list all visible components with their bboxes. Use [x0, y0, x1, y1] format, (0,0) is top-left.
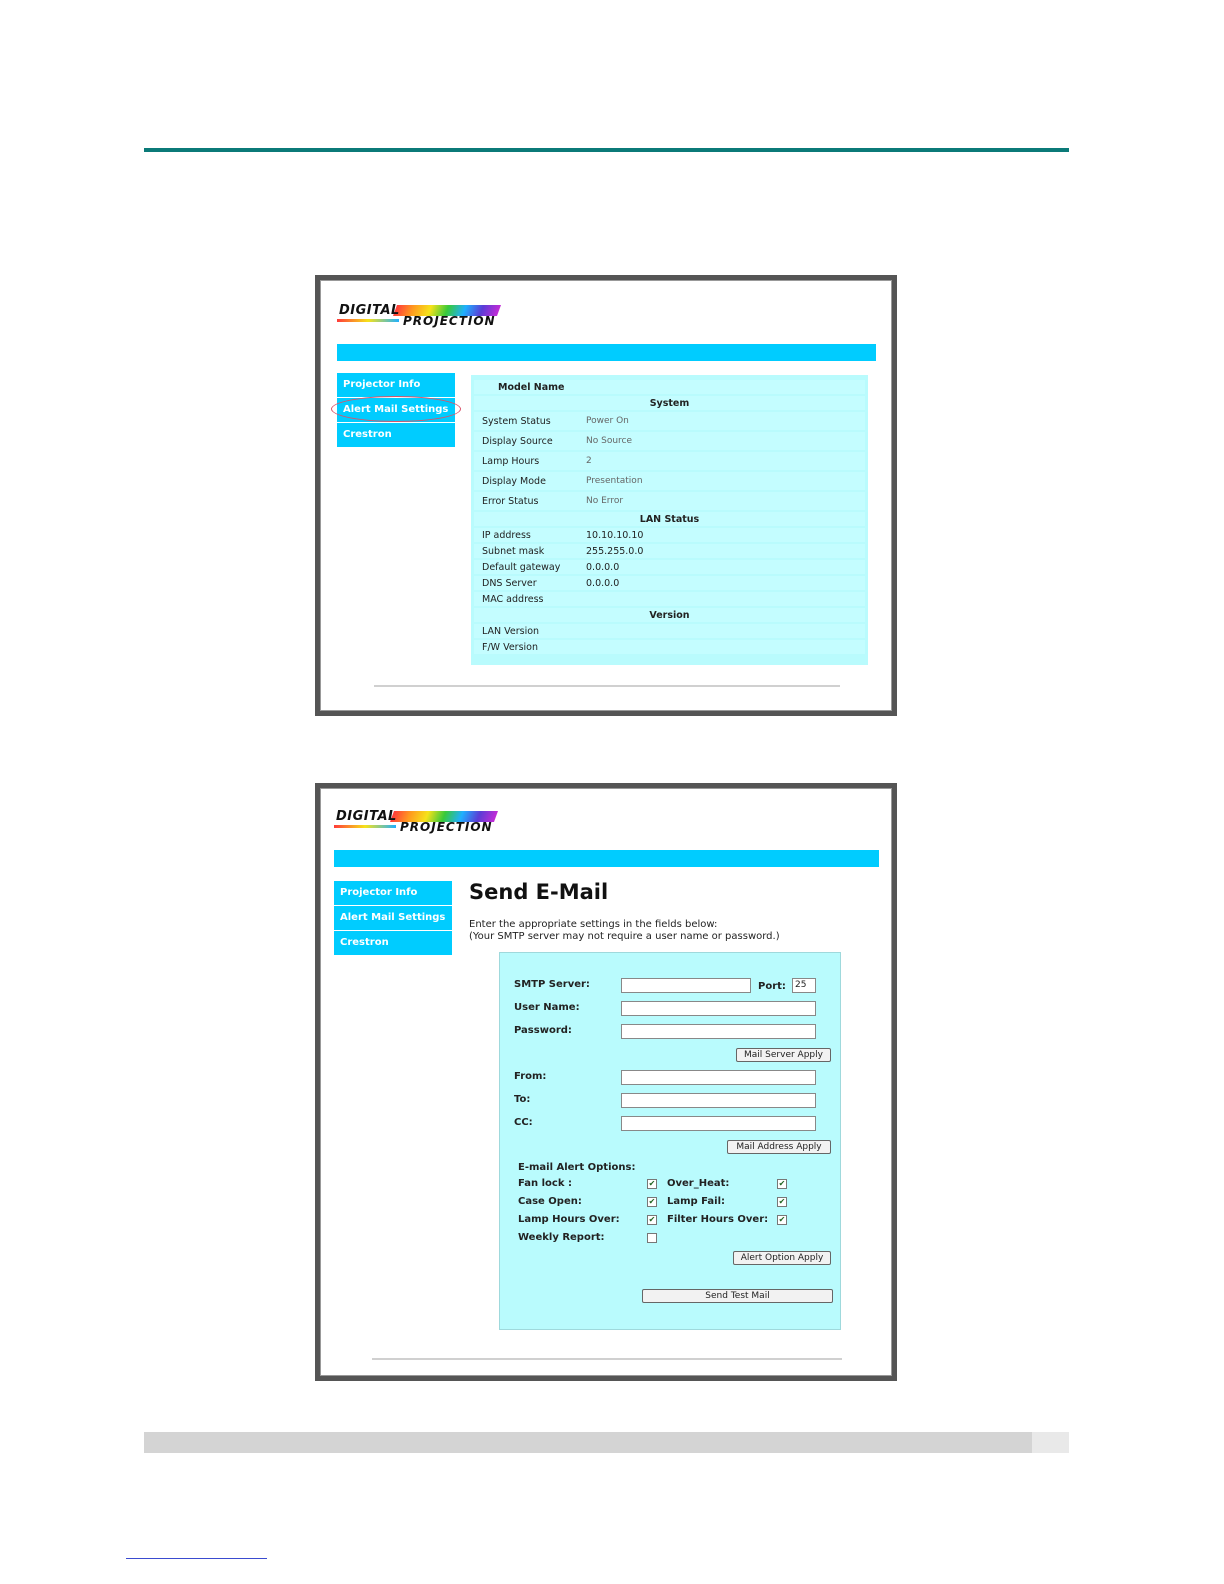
info-value: No Error	[578, 492, 865, 510]
info-value	[578, 640, 865, 654]
info-value	[578, 592, 865, 606]
mail-address-apply-button[interactable]: Mail Address Apply	[727, 1140, 831, 1154]
email-settings-panel	[499, 952, 841, 1330]
fan-lock-checkbox[interactable]: ✔	[648, 1179, 656, 1188]
mail-server-apply-button[interactable]: Mail Server Apply	[736, 1048, 831, 1062]
info-value: 2	[578, 452, 865, 470]
info-key: F/W Version	[474, 640, 578, 654]
nav-item-crestron[interactable]: Crestron	[334, 931, 452, 955]
to-input[interactable]	[621, 1093, 816, 1108]
port-label: Port:	[758, 981, 786, 992]
brand-logo: DIGITAL PROJECTION	[334, 811, 498, 835]
page-footer-bar	[144, 1432, 1032, 1453]
info-value: 0.0.0.0	[578, 560, 865, 574]
info-key: Display Source	[474, 432, 578, 450]
page-top-rule	[144, 148, 1069, 152]
lamp-fail-label: Lamp Fail:	[667, 1196, 726, 1207]
page-title: Send E-Mail	[469, 880, 609, 904]
lamp-fail-checkbox[interactable]: ✔	[778, 1197, 786, 1206]
filter-hours-over-label: Filter Hours Over:	[667, 1214, 769, 1225]
highlight-circle	[331, 396, 461, 422]
info-key: Display Mode	[474, 472, 578, 490]
nav-item-alert-mail-settings[interactable]: Alert Mail Settings	[334, 906, 452, 930]
to-label: To:	[514, 1094, 531, 1105]
info-key: Error Status	[474, 492, 578, 510]
info-key: DNS Server	[474, 576, 578, 590]
footer-link-underline	[126, 1558, 267, 1559]
sidebar-nav	[334, 881, 452, 956]
info-value: 0.0.0.0	[578, 576, 865, 590]
info-value: 255.255.0.0	[578, 544, 865, 558]
port-input[interactable]: 25	[792, 978, 816, 993]
password-label: Password:	[514, 1025, 572, 1036]
lamp-hours-over-label: Lamp Hours Over:	[518, 1214, 620, 1225]
nav-item-projector-info[interactable]: Projector Info	[337, 373, 455, 397]
weekly-report-checkbox[interactable]	[647, 1233, 657, 1243]
header-banner	[337, 344, 876, 361]
brand-logo: DIGITAL PROJECTION	[337, 305, 501, 329]
lamp-hours-over-checkbox[interactable]: ✔	[648, 1215, 656, 1224]
page-footer-number-box	[1032, 1432, 1069, 1453]
screenshot-projector-info	[315, 275, 897, 716]
from-input[interactable]	[621, 1070, 816, 1085]
nav-item-crestron[interactable]: Crestron	[337, 423, 455, 447]
info-key: Lamp Hours	[474, 452, 578, 470]
cc-input[interactable]	[621, 1116, 816, 1131]
info-value: No Source	[578, 432, 865, 450]
section-system: System	[474, 396, 865, 410]
intro-line-2: (Your SMTP server may not require a user name or password.)	[469, 931, 780, 942]
info-value: 10.10.10.10	[578, 528, 865, 542]
case-open-checkbox[interactable]: ✔	[648, 1197, 656, 1206]
screenshot-send-email	[315, 783, 897, 1381]
from-label: From:	[514, 1071, 547, 1082]
smtp-server-input[interactable]	[621, 978, 751, 993]
intro-line-1: Enter the appropriate settings in the fields below:	[469, 919, 718, 930]
info-value: Presentation	[578, 472, 865, 490]
projector-info-table	[471, 375, 868, 665]
fan-lock-label: Fan lock :	[518, 1178, 572, 1189]
header-banner	[334, 850, 879, 867]
send-test-mail-button[interactable]: Send Test Mail	[642, 1289, 833, 1303]
user-name-label: User Name:	[514, 1002, 580, 1013]
over-heat-checkbox[interactable]: ✔	[778, 1179, 786, 1188]
cc-label: CC:	[514, 1117, 533, 1128]
smtp-server-label: SMTP Server:	[514, 979, 590, 990]
info-key: MAC address	[474, 592, 578, 606]
info-key: System Status	[474, 412, 578, 430]
user-name-input[interactable]	[621, 1001, 816, 1016]
nav-item-projector-info[interactable]: Projector Info	[334, 881, 452, 905]
info-key: Default gateway	[474, 560, 578, 574]
alert-options-title: E-mail Alert Options:	[518, 1162, 636, 1173]
info-value	[578, 624, 865, 638]
over-heat-label: Over_Heat:	[667, 1178, 730, 1189]
section-lan-status: LAN Status	[474, 512, 865, 526]
footer-divider	[372, 1358, 842, 1360]
model-name-label: Model Name	[474, 380, 865, 394]
info-key: LAN Version	[474, 624, 578, 638]
nav-item-alert-mail-settings[interactable]: Alert Mail Settings	[337, 398, 455, 422]
section-version: Version	[474, 608, 865, 622]
password-input[interactable]	[621, 1024, 816, 1039]
weekly-report-label: Weekly Report:	[518, 1232, 605, 1243]
filter-hours-over-checkbox[interactable]: ✔	[778, 1215, 786, 1224]
info-key: Subnet mask	[474, 544, 578, 558]
alert-option-apply-button[interactable]: Alert Option Apply	[733, 1251, 831, 1265]
info-value: Power On	[578, 412, 865, 430]
footer-divider	[374, 685, 840, 687]
case-open-label: Case Open:	[518, 1196, 582, 1207]
info-key: IP address	[474, 528, 578, 542]
